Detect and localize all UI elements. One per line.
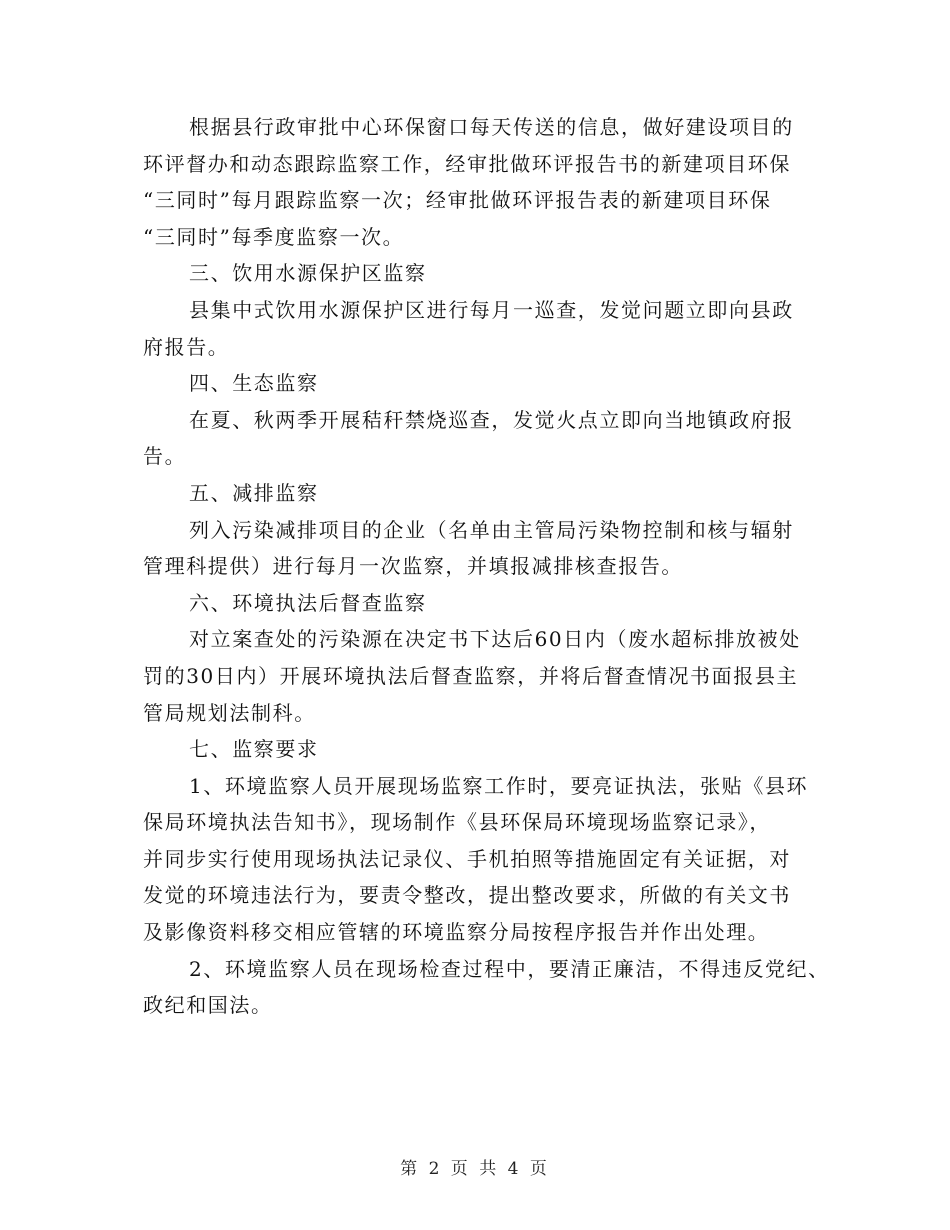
document-body [143,109,830,1024]
text-line: 并同步实行使用现场执法记录仪、手机拍照等措施固定有关证据，对 [143,846,791,871]
paragraph [143,292,823,365]
text-line: 告。 [143,444,187,469]
text-line: 根据县行政审批中心环保窗口每天传送的信息，做好建设项目的 [189,115,794,139]
section-heading-text: 六、环境执法后督查监察 [189,590,427,615]
text-line: 府报告。 [143,334,230,359]
paragraph [143,621,823,731]
text-line: 管局规划法制科。 [143,700,316,725]
paragraph [143,512,823,585]
text-line: 及影像资料移交相应管辖的环境监察分局按程序报告并作出处理。 [143,920,770,945]
text-line: 县集中式饮用水源保护区进行每月一巡查，发觉问题立即向县政 [189,297,794,322]
section-heading [143,475,823,512]
text-line: 罚的30日内）开展环境执法后督查监察，并将后督查情况书面报县主 [143,663,799,688]
text-line: 管理科提供）进行每月一次监察，并填报减排核查报告。 [143,554,683,579]
text-line: 环评督办和动态跟踪监察工作，经审批做环评报告书的新建项目环保 [143,151,791,176]
section-heading [143,255,823,292]
section-heading-text: 五、减排监察 [189,480,319,505]
text-line: “三同时”每季度监察一次。 [143,224,405,249]
paragraph [143,951,830,1024]
paragraph [143,109,823,255]
text-line: 列入污染减排项目的企业（名单由主管局污染物控制和核与辐射 [189,517,794,542]
text-line: 1、环境监察人员开展现场监察工作时，要亮证执法，张贴《县环 [189,773,809,798]
text-line: 在夏、秋两季开展秸秆禁烧巡查，发觉火点立即向当地镇政府报 [189,407,794,432]
text-line: “三同时”每月跟踪监察一次；经审批做环评报告表的新建项目环保 [143,188,772,213]
paragraph [143,402,823,475]
text-line: 发觉的环境违法行为，要责令整改，提出整改要求，所做的有关文书 [143,883,791,908]
text-line: 对立案查处的污染源在决定书下达后60日内（废水超标排放被处 [189,627,801,652]
section-heading [143,585,823,622]
section-heading-text: 四、生态监察 [189,371,319,396]
section-heading [143,365,823,402]
text-line: 2、环境监察人员在现场检查过程中，要清正廉洁，不得违反党纪、 [189,956,830,981]
section-heading [143,731,823,768]
page-number-footer: 第 2 页 共 4 页 [400,1159,550,1179]
text-line: 政纪和国法。 [143,993,273,1018]
section-heading-text: 七、监察要求 [189,737,319,762]
paragraph [143,768,823,951]
text-line: 保局环境执法告知书》，现场制作《县环保局环境现场监察记录》， [143,810,771,835]
section-heading-text: 三、饮用水源保护区监察 [189,261,427,286]
